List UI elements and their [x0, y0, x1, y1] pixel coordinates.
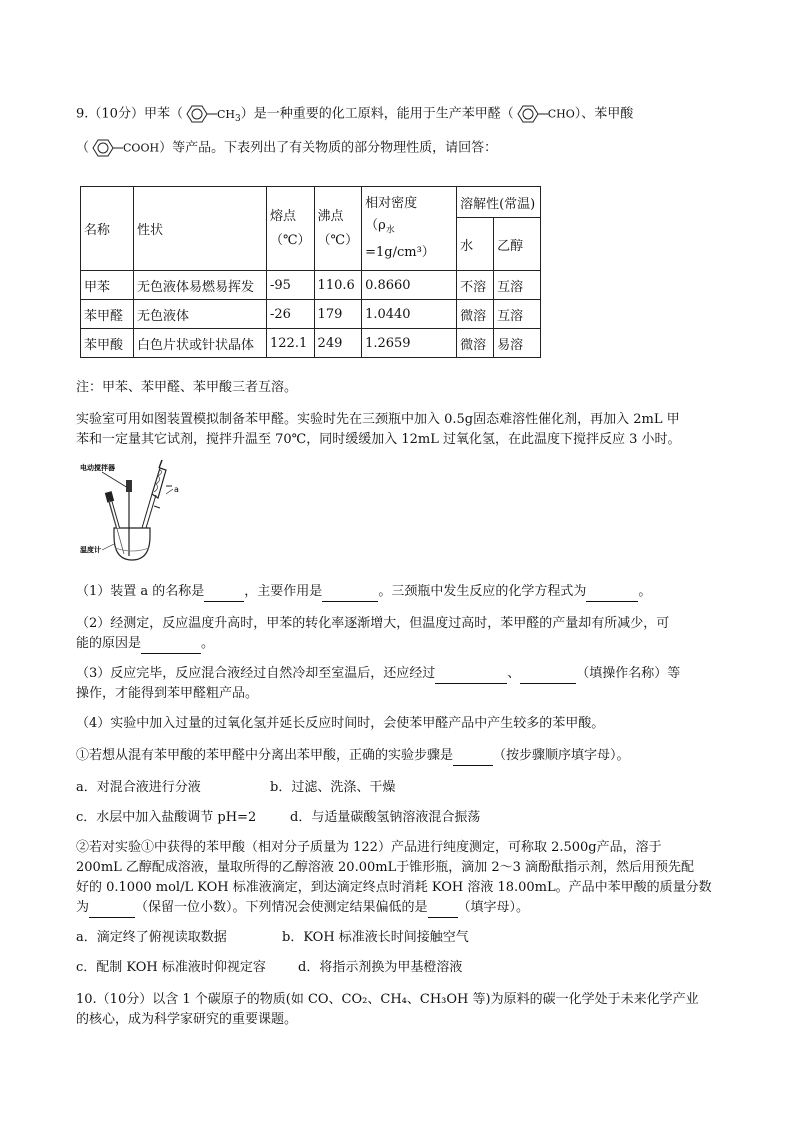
answer-blank[interactable]: [322, 587, 378, 602]
cell-property: 无色液体: [134, 300, 267, 329]
cell-boiling: 110.6: [314, 271, 362, 300]
option-2c: c．配制 KOH 标准液时仰视定容: [76, 960, 266, 975]
intro-line-2: 苯和一定量其它试剂，搅拌升温至 70℃，同时缓缓加入 12mL 过氧化氢，在此温度下搅拌反应 3 小时。: [76, 432, 681, 447]
header-ethanol: 乙醇: [494, 218, 541, 271]
cho-group: CHO: [547, 107, 575, 121]
cell-density: 1.0440: [362, 300, 457, 329]
header-melting-point: 熔点 （℃）: [267, 187, 315, 271]
option-2a: a．滴定终了俯视读取数据: [76, 930, 227, 945]
header-boiling-point: 沸点 （℃）: [314, 187, 362, 271]
cell-water: 微溶: [457, 300, 494, 329]
label-a: a: [174, 485, 179, 494]
apparatus-figure: [80, 458, 200, 568]
cell-water: 不溶: [457, 271, 494, 300]
intro-line-1: 实验室可用如图装置模拟制备苯甲醛。实验时先在三颈瓶中加入 0.5g固态难溶性催化剂，再加入 2mL 甲: [76, 412, 680, 427]
part-2-line-1: （2）经测定，反应温度升高时，甲苯的转化率逐渐增大，但温度过高时，苯甲醛的产量却有所减少，可: [76, 616, 670, 631]
thermometer-label: 温度计: [80, 546, 101, 554]
ch3-group: $CH_3$: [216, 107, 241, 124]
cell-boiling: 179: [314, 300, 362, 329]
option-b: b．过滤、洗涤、干燥: [270, 780, 396, 795]
cell-melting: 122.1: [267, 329, 315, 358]
option-c: c．水层中加入盐酸调节 pH=2: [76, 810, 257, 825]
table-row: [81, 329, 541, 358]
q9-text-a: 9.（10分）甲苯（: [76, 106, 183, 122]
answer-blank[interactable]: [435, 669, 507, 684]
q9-line-1: [76, 104, 633, 129]
part-4-intro: （4）实验中加入过量的过氧化氢并延长反应时间时，会使苯甲醛产品中产生较多的苯甲酸。: [76, 716, 605, 731]
part-4-1: ①若想从混有苯甲酸的苯甲醛中分离出苯甲酸，正确的实验步骤是 （按步骤顺序填字母）。: [76, 746, 630, 766]
header-name: 名称: [81, 187, 134, 271]
option-2b: b．KOH 标准液长时间接触空气: [282, 930, 469, 945]
cell-water: 微溶: [457, 329, 494, 358]
answer-blank[interactable]: [428, 903, 458, 918]
table-row: [81, 271, 541, 300]
cell-ethanol: 互溶: [494, 271, 541, 300]
cell-name: 苯甲酸: [81, 329, 134, 358]
benzene-ring-icon: [514, 104, 548, 124]
cell-name: 甲苯: [81, 271, 134, 300]
q9-text-c: ）、苯甲酸: [574, 106, 634, 122]
part-4-2-line-3: 好的 0.1000 mol/L KOH 标准液滴定，到达滴定终点时消耗 KOH 溶液 18.00mL。产品中苯甲酸的质量分数: [76, 880, 712, 895]
part-1: （1）装置 a 的名称是 ，主要作用是 。三颈瓶中发生反应的化学方程式为 。: [76, 582, 651, 602]
q9-text-e: ）等产品。下表列出了有关物质的部分物理性质，请回答：: [159, 140, 498, 156]
part-2-line-2: 能的原因是 。: [76, 634, 214, 654]
cell-melting: -26: [267, 300, 315, 329]
q10-line-2: 的核心，成为科学家研究的重要课题。: [76, 1012, 298, 1027]
header-water: 水: [457, 218, 494, 271]
option-a: a．对混合液进行分液: [76, 780, 201, 795]
cell-ethanol: 互溶: [494, 300, 541, 329]
part-4-2-line-4: 为 （保留一位小数）。下列情况会使测定结果偏低的是 （填字母）。: [76, 898, 529, 918]
part-4-2-line-1: ②若对实验①中获得的苯甲酸（相对分子质量为 122）产品进行纯度测定，可称取 2.500g产品，溶于: [76, 840, 662, 855]
properties-table: [80, 186, 541, 358]
part-3-line-2: 操作，才能得到苯甲醛粗产品。: [76, 686, 259, 701]
answer-blank[interactable]: [453, 751, 493, 766]
cell-ethanol: 易溶: [494, 329, 541, 358]
cell-property: 无色液体易燃易挥发: [134, 271, 267, 300]
cell-property: 白色片状或针状晶体: [134, 329, 267, 358]
part-4-2-line-2: 200mL 乙醇配成溶液，量取所得的乙醇溶液 20.00mL于锥形瓶，滴加 2～3 滴酚酞指示剂，然后用预先配: [76, 860, 695, 875]
benzene-ring-icon: [89, 138, 123, 158]
q9-text-b: ）是一种重要的化工原料，能用于生产苯甲醛（: [240, 106, 514, 122]
answer-blank[interactable]: [586, 587, 638, 602]
header-property: 性状: [134, 187, 267, 271]
answer-blank[interactable]: [141, 639, 201, 654]
table-row: [81, 300, 541, 329]
benzene-ring-icon: [183, 104, 217, 124]
header-solubility: 溶解性(常温): [457, 187, 541, 218]
option-2d: d．将指示剂换为甲基橙溶液: [298, 960, 463, 975]
q9-text-d: （: [76, 140, 90, 156]
answer-blank[interactable]: [520, 669, 576, 684]
answer-blank[interactable]: [89, 903, 135, 918]
cell-boiling: 249: [314, 329, 362, 358]
answer-blank[interactable]: [204, 587, 244, 602]
header-density: 相对密度 （$\rho_水$ =1g/cm³）: [362, 187, 457, 271]
cell-density: 0.8660: [362, 271, 457, 300]
option-d: d．与适量碳酸氢钠溶液混合振荡: [290, 810, 481, 825]
q10-line-1: 10.（10分）以含 1 个碳原子的物质(如 CO、CO₂、CH₄、CH₃OH 等)为原料的碳一化学处于未来化学产业: [76, 992, 699, 1007]
cell-name: 苯甲醛: [81, 300, 134, 329]
note-text: 注：甲苯、苯甲醛、苯甲酸三者互溶。: [76, 380, 298, 395]
cell-density: 1.2659: [362, 329, 457, 358]
cell-melting: -95: [267, 271, 315, 300]
part-3-line-1: （3）反应完毕，反应混合液经过自然冷却至室温后，还应经过 、 （填操作名称）等: [76, 664, 680, 684]
q9-line-2: [76, 138, 497, 159]
cooh-group: COOH: [123, 141, 160, 155]
stirrer-label: 电动搅拌器: [80, 464, 115, 472]
